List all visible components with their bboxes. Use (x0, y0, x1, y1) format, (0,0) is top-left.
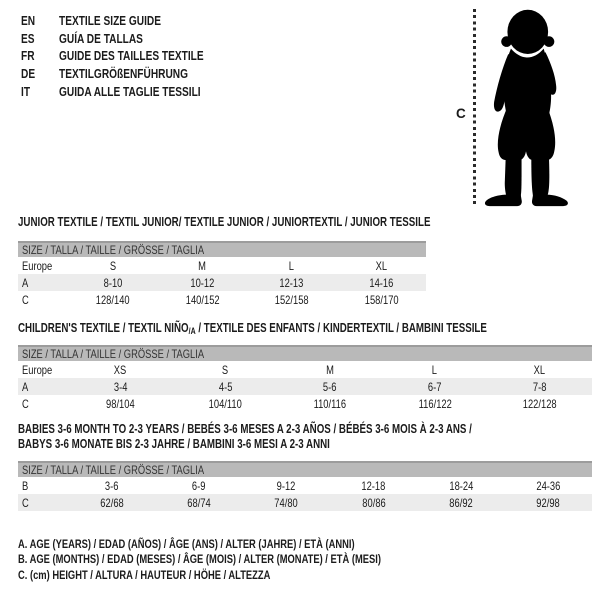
guide-title-it: GUIDA ALLE TAGLIE TESSILI (59, 83, 201, 99)
height-cell: 104/110 (208, 396, 242, 411)
age-cell: 6-9 (192, 478, 206, 493)
language-row-it (21, 82, 244, 100)
height-cell: 128/140 (95, 292, 130, 307)
children-section-heading (18, 321, 600, 339)
age-cell: 18-24 (449, 478, 473, 493)
height-cell: 74/80 (274, 495, 299, 510)
height-cell: 140/152 (185, 292, 220, 307)
junior-table-header (18, 241, 426, 257)
size-cell: M (326, 362, 334, 377)
height-cell: 98/104 (106, 396, 135, 411)
guide-title-es: GUÍA DE TALLAS (59, 30, 143, 46)
junior-heading-text: JUNIOR TEXTILE / TEXTIL JUNIOR/ TEXTILE JUNIOR / JUNIORTEXTIL / JUNIOR TESSILE (18, 215, 431, 229)
size-header-label: SIZE / TALLA / TAILLE / GRÖSSE / TAGLIA (22, 463, 205, 477)
table-row-height (18, 395, 592, 412)
height-cell: 110/116 (313, 396, 347, 411)
children-heading-sub: /A (188, 326, 196, 336)
age-cell: 24-36 (536, 478, 561, 493)
junior-section-heading (18, 215, 547, 230)
table-row-age (18, 274, 426, 291)
language-title-list (21, 12, 244, 100)
age-cell: 14-16 (369, 275, 394, 290)
table-row-height (18, 494, 592, 511)
age-cell: 12-13 (279, 275, 304, 290)
row-label: A (22, 275, 29, 290)
baby-silhouette-icon (481, 8, 571, 207)
age-cell: 7-8 (532, 379, 547, 394)
language-row-es (21, 30, 244, 48)
height-cell: 158/170 (364, 292, 399, 307)
language-row-en (21, 12, 244, 30)
children-size-table (18, 345, 592, 412)
babies-heading-line1: BABIES 3-6 MONTH TO 2-3 YEARS / BEBÉS 3-6 MESES A 2-3 AÑOS / BÉBÉS 3-6 MOIS À 2-3 ANS / (18, 422, 472, 436)
row-label: C (22, 396, 29, 411)
height-cell: 86/92 (449, 495, 473, 510)
babies-size-table (18, 461, 592, 511)
age-cell: 5-6 (323, 379, 337, 394)
footnote-age-months: B. AGE (MONTHS) / EDAD (MESES) / ÂGE (MOIS) / ALTER (MONATE) / ETÀ (MESI) (18, 552, 381, 567)
size-cell: XS (114, 362, 127, 377)
junior-size-table (18, 241, 426, 308)
age-cell: 8-10 (103, 275, 123, 290)
babies-table-header (18, 461, 592, 477)
babies-section-heading (18, 422, 600, 452)
table-row-europe (18, 361, 592, 378)
language-code-en: EN (21, 13, 36, 29)
language-code-fr: FR (21, 48, 35, 64)
guide-title-fr: GUIDE DES TAILLES TEXTILE (59, 48, 204, 64)
height-cell: 68/74 (187, 495, 211, 510)
row-label: B (22, 478, 29, 493)
size-cell: XL (533, 362, 546, 377)
age-cell: 4-5 (218, 379, 232, 394)
table-row-height (18, 291, 426, 308)
language-row-fr (21, 47, 244, 65)
language-code-it: IT (21, 83, 31, 99)
height-cell: 116/122 (418, 396, 452, 411)
size-cell: M (198, 258, 207, 273)
guide-title-de: TEXTILGRÖßENFÜHRUNG (59, 66, 189, 82)
language-row-de (21, 65, 244, 83)
height-measure-label: C (456, 106, 466, 121)
footnote-age-years: A. AGE (YEARS) / EDAD (AÑOS) / ÂGE (ANS) / ALTER (JAHRE) / ETÀ (ANNI) (18, 537, 355, 551)
table-row-age-months (18, 477, 592, 494)
size-cell: S (109, 258, 116, 273)
row-label: A (22, 379, 29, 394)
height-cell: 62/68 (99, 495, 124, 510)
footnote-height-cm: C. (cm) HEIGHT / ALTURA / HAUTEUR / HÖHE / ALTEZZA (18, 567, 271, 582)
size-cell: S (222, 362, 229, 377)
row-label: C (22, 292, 29, 307)
table-row-age (18, 378, 592, 395)
size-cell: L (432, 362, 438, 377)
height-cell: 80/86 (361, 495, 386, 510)
height-cell: 92/98 (536, 495, 561, 510)
guide-title-en: TEXTILE SIZE GUIDE (59, 13, 161, 29)
language-code-de: DE (21, 66, 36, 82)
size-cell: L (289, 258, 295, 273)
age-cell: 3-6 (104, 478, 119, 493)
age-cell: 6-7 (428, 379, 442, 394)
row-label: Europe (22, 362, 53, 377)
age-cell: 3-4 (113, 379, 128, 394)
children-heading-text: CHILDREN'S TEXTILE / TEXTIL $NIÑO_{/A}$ / TEXTILE DES ENFANTS / KINDERTEXTIL / BAMBINI TESSILE (18, 321, 487, 336)
age-cell: 9-12 (276, 478, 296, 493)
age-cell: 10-12 (190, 275, 215, 290)
language-code-es: ES (21, 30, 35, 46)
children-table-header (18, 345, 592, 361)
row-label: C (22, 495, 29, 510)
size-header-label: SIZE / TALLA / TAILLE / GRÖSSE / TAGLIA (22, 347, 205, 361)
row-label: Europe (22, 258, 53, 273)
height-measure-dashed-line (473, 9, 476, 206)
size-header-label: SIZE / TALLA / TAILLE / GRÖSSE / TAGLIA (22, 243, 205, 257)
age-cell: 12-18 (361, 478, 386, 493)
height-cell: 152/158 (274, 292, 309, 307)
height-cell: 122/128 (522, 396, 557, 411)
table-row-europe (18, 257, 426, 274)
footnote-legend (18, 537, 483, 583)
babies-heading-line2: BABYS 3-6 MONATE BIS 2-3 JAHRE / BAMBINI 3-6 MESI A 2-3 ANNI (18, 437, 330, 451)
size-cell: XL (375, 258, 387, 273)
